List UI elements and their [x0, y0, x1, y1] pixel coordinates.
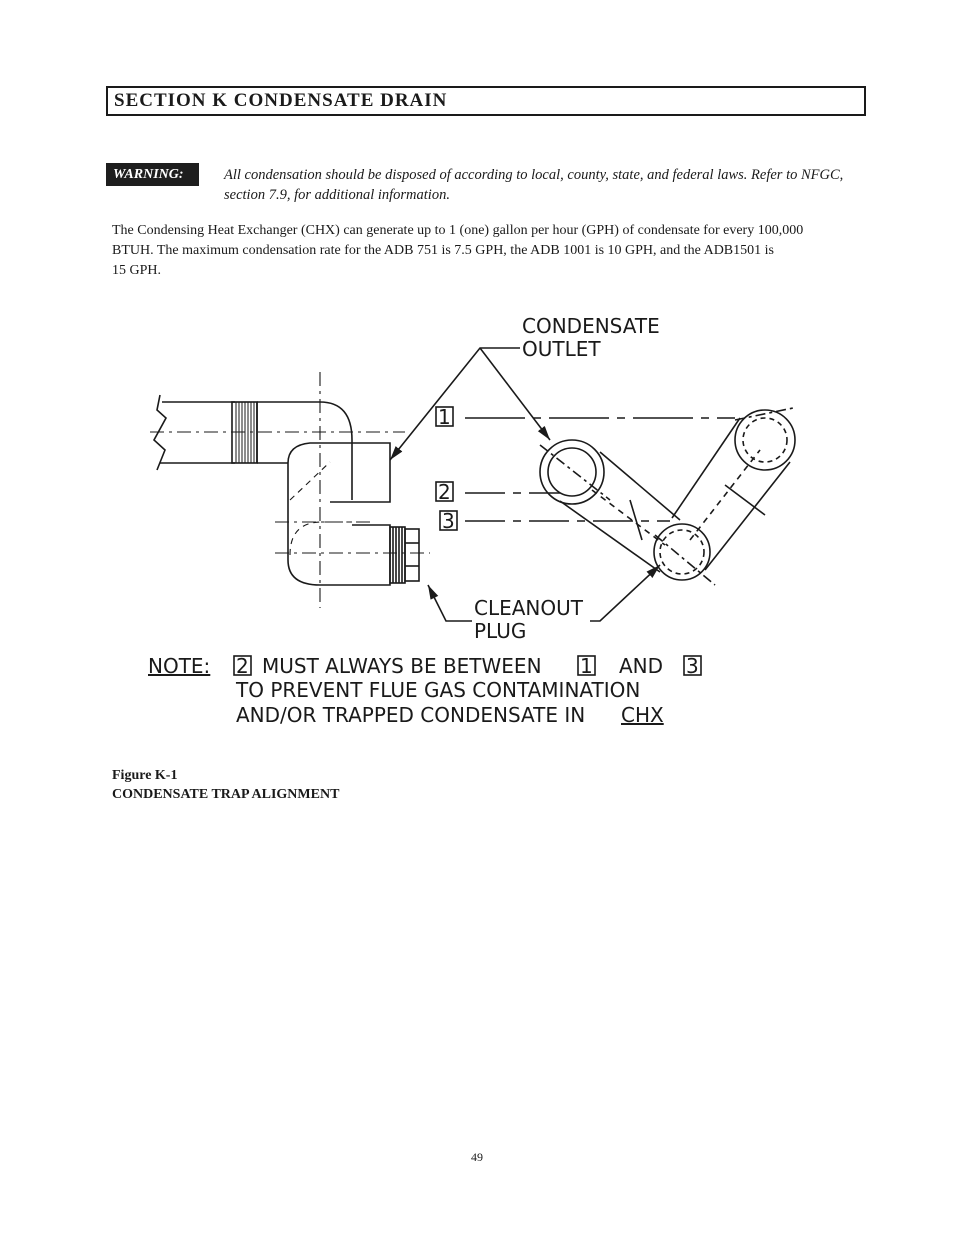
cleanout-plug — [390, 527, 419, 583]
condensate-outlet-fitting — [288, 443, 390, 585]
marker-3: 3 — [442, 509, 455, 533]
angled-trap-view — [540, 408, 795, 585]
note-and: AND — [619, 654, 664, 678]
marker-1: 1 — [438, 405, 451, 429]
note-marker-3: 3 — [686, 654, 699, 678]
condensate-outlet-label-2: OUTLET — [522, 337, 601, 361]
left-pipe — [154, 395, 352, 500]
body-line: The Condensing Heat Exchanger (CHX) can generate up to 1 (one) gallon per hour (GPH) of condensate for every 100,000 — [112, 223, 804, 238]
section-title: SECTION K CONDENSATE DRAIN — [114, 90, 448, 111]
note-marker-1: 1 — [580, 654, 593, 678]
warning-text: All condensation should be disposed of according to local, county, state, and federal laws. Refer to NFGC, section 7.9, for additional information. — [224, 167, 844, 203]
marker-2: 2 — [438, 480, 451, 504]
body-line: BTUH. The maximum condensation rate for the ADB 751 is 7.5 GPH, the ADB 1001 is 10 GPH, and the ADB1501 is — [112, 243, 774, 258]
note-label: NOTE: — [148, 654, 211, 678]
cleanout-label-2: PLUG — [474, 619, 527, 643]
note-line2: TO PREVENT FLUE GAS CONTAMINATION — [236, 678, 641, 702]
body-line: 15 GPH. — [112, 263, 162, 278]
figure-caption — [112, 766, 339, 804]
condensate-outlet-label: CONDENSATE — [522, 314, 660, 338]
reference-lines — [465, 418, 735, 521]
page-number: 49 — [471, 1150, 483, 1164]
note-marker-2: 2 — [236, 654, 249, 678]
cleanout-label: CLEANOUT — [474, 596, 583, 620]
warning-badge: WARNING: — [106, 163, 199, 186]
figure-number: Figure K-1 — [112, 768, 178, 783]
note-chx: CHX — [621, 703, 664, 727]
note-line3: AND/OR TRAPPED CONDENSATE IN — [236, 703, 586, 727]
note-line1: MUST ALWAYS BE BETWEEN — [262, 654, 542, 678]
figure-title: CONDENSATE TRAP ALIGNMENT — [112, 787, 340, 802]
